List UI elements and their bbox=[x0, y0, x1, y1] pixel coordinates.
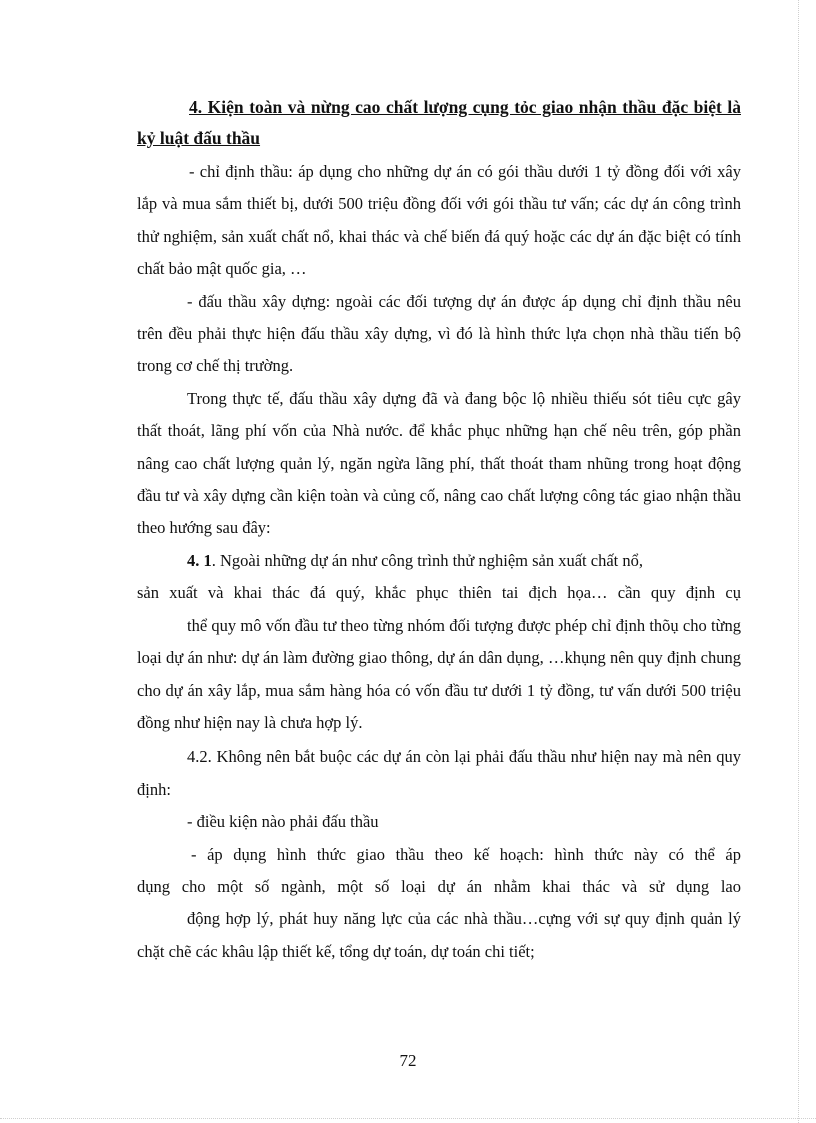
page-edge-bottom bbox=[0, 1118, 816, 1119]
paragraph-in-practice: Trong thực tế, đấu thầu xây dựng đã và đang bộc lộ nhiều thiếu sót tiêu cực gây thất thoát, lãng phí vốn của Nhà nước. để khắc phục những hạn chế nêu trên, góp phần nâng cao chất lượng quản lý, ngăn ngừa lãng phí, thất thoát tham nhũng trong hoạt động đầu tư và xây dựng cần kiện toàn và củng cố, nâng cao chất lượng công tác giao nhận thầu theo hướng sau đây: bbox=[137, 388, 741, 538]
item-4-1 bbox=[137, 545, 741, 739]
section-heading: 4. Kiện toàn và nừng cao chất lượng cụng tỏc giao nhận thầu đặc biệt là kỷ luật đấu thầu bbox=[137, 97, 741, 148]
paragraph-direct-appointment: - chỉ định thầu: áp dụng cho những dự án có gói thầu dưới 1 tỷ đồng đối với xây lắp và mua sắm thiết bị, dưới 500 triệu đồng đối với gói thầu tư vấn; các dự án công trình thử nghiệm, sản xuất chất nổ, khai thác và chế biến đá quý hoặc các dự án đặc biệt có tính chất bảo mật quốc gia, … bbox=[137, 162, 741, 279]
page-edge-right bbox=[798, 0, 799, 1123]
paragraph-construction-bidding: - đấu thầu xây dựng: ngoài các đối tượng dự án được áp dụng chỉ định thầu nêu trên đều phải thực hiện đấu thầu xây dựng, vì đó là hình thức lựa chọn nhà thầu tiến bộ trong cơ chế thị trường. bbox=[137, 291, 741, 376]
bullet-bidding-conditions: - điều kiện nào phải đấu thầu bbox=[187, 812, 379, 832]
bullet-plan-line2: dụng cho một số ngành, một số loại dự án nhằm khai thác và sử dụng lao bbox=[137, 876, 741, 896]
item-4-1-label: 4. 1 bbox=[187, 550, 212, 570]
document-body bbox=[137, 92, 741, 968]
bullet-plan-rest: động hợp lý, phát huy năng lực của các nhà thầu…cựng với sự quy định quản lý chặt chẽ các khâu lập thiết kế, tổng dự toán, dự toán chi tiết; bbox=[137, 909, 741, 961]
item-4-1-line1-text: . Ngoài những dự án như công trình thử nghiệm sản xuất chất nổ, bbox=[211, 550, 643, 570]
bullet-plan-line1: - áp dụng hình thức giao thầu theo kế hoạch: hình thức này có thể áp bbox=[191, 844, 741, 864]
item-4-1-line2: sản xuất và khai thác đá quý, khắc phục thiên tai địch họa… cần quy định cụ bbox=[137, 583, 741, 603]
item-4-2: 4.2. Không nên bắt buộc các dự án còn lại phải đấu thầu như hiện nay mà nên quy định: bbox=[137, 747, 741, 799]
item-4-1-line1 bbox=[137, 545, 741, 577]
item-4-1-rest: thể quy mô vốn đầu tư theo từng nhóm đối tượng được phép chỉ định thõụ cho từng loại dự án như: dự án làm đường giao thông, dự án dân dụng, …khụng nên quy định chung cho dự án xây lắp, mua sắm hàng hóa có vốn đầu tư dưới 1 tỷ đồng, tư vấn dưới 500 triệu đồng như hiện nay là chưa hợp lý. bbox=[137, 615, 741, 732]
bullet-plan-assignment bbox=[137, 839, 741, 969]
page-number: 72 bbox=[399, 1051, 417, 1070]
